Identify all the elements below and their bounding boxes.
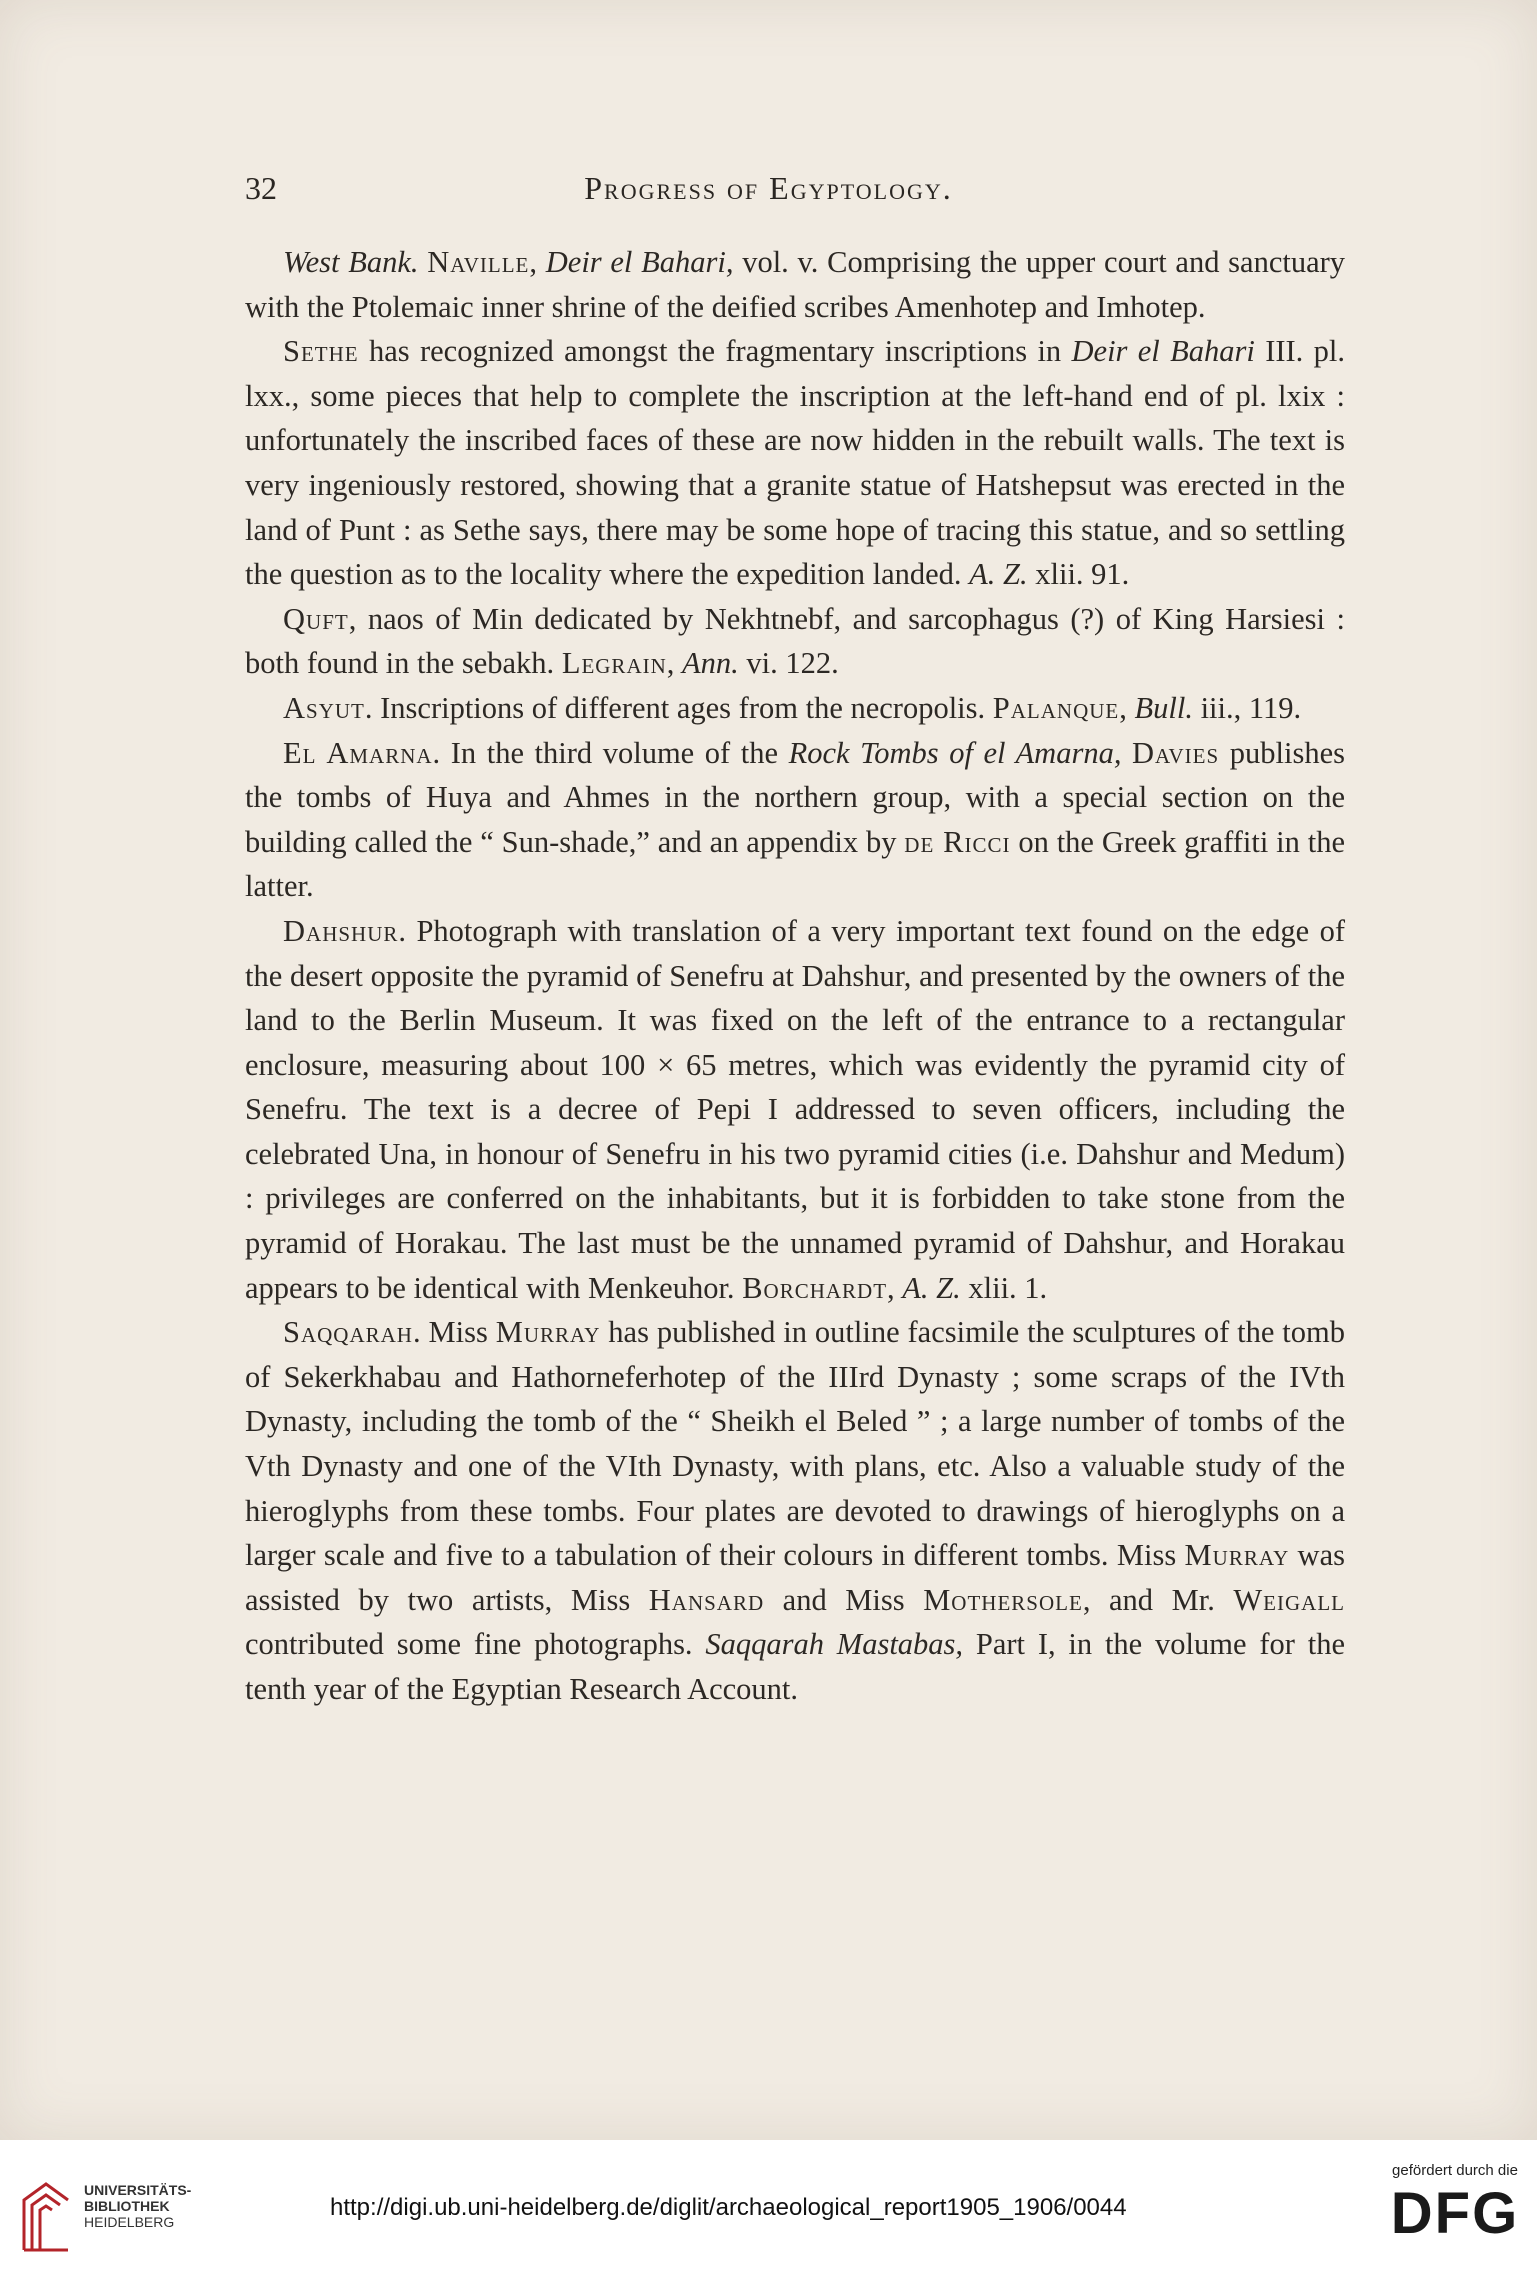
library-line-2: BIBLIOTHEK — [84, 2198, 170, 2214]
library-name — [84, 2182, 191, 2230]
text-run: xlii. 91. — [1027, 557, 1130, 592]
text-run: xlii. 1. — [960, 1270, 1048, 1305]
text-run: El Amarna — [283, 735, 433, 770]
text-run: III. pl. lxx., some pieces that help to complete the inscription at the left-hand end of pl. lxix : unfortunately the inscribed faces of these are now hidden in the rebuilt walls. The text is very ingeniously restored, showing that a granite statue of Hatshepsut was erected in the land of Punt : as Sethe says, there may be some hope of tracing this statue, and so settling the question as to the locality where the expedition landed. — [245, 334, 1345, 592]
text-run: Murray — [495, 1315, 601, 1350]
text-run: A. Z. — [902, 1270, 961, 1305]
library-logo[interactable] — [20, 2178, 192, 2258]
paragraph — [245, 686, 1345, 731]
text-run: Deir el Bahari — [1071, 334, 1255, 369]
footer-bar — [0, 2140, 1537, 2279]
text-run: , — [529, 245, 546, 279]
text-run: publishes the tombs of Huya and Ahmes in the northern group, with a special section on the building called the “ Sun-shade,” and an appendix by — [245, 735, 1345, 859]
dfg-logo: DFG — [1390, 2181, 1520, 2246]
text-run: , — [1119, 690, 1135, 725]
text-run: Legrain — [561, 646, 667, 681]
text-run: Deir el Bahari, — [545, 245, 734, 279]
text-run: Ann. — [682, 646, 739, 681]
text-run: Murray — [1184, 1538, 1290, 1573]
text-run: , and Mr. — [1082, 1582, 1234, 1617]
text-run: iii., 119. — [1192, 690, 1302, 725]
library-mark-icon — [20, 2178, 72, 2254]
text-run: Weigall — [1233, 1582, 1345, 1617]
paragraph — [245, 909, 1345, 1310]
text-run — [1121, 736, 1132, 770]
text-run: was assisted by two artists, Miss — [245, 1538, 1345, 1617]
text-run: Dahshur — [283, 913, 399, 948]
body-text — [245, 240, 1345, 1712]
permalink-url[interactable]: http://digi.ub.uni-heidelberg.de/diglit/archaeological_report1905_1906/0044 — [330, 2194, 1127, 2221]
text-run: contributed some fine photographs. — [245, 1627, 706, 1662]
text-run: . In the third volume of the — [432, 735, 789, 770]
text-run: Saqqarah Mastabas, — [705, 1627, 964, 1662]
text-run: Bull. — [1134, 690, 1193, 725]
text-run: Palanque — [992, 690, 1120, 725]
paragraph — [245, 731, 1345, 909]
text-run: has recognized amongst the fragmentary inscriptions in — [358, 334, 1072, 369]
page-number: 32 — [245, 170, 277, 206]
text-run: and Miss — [764, 1582, 924, 1617]
text-run: . Miss — [412, 1315, 496, 1350]
text-run: West Bank. — [283, 245, 419, 279]
text-run: . Inscriptions of different ages from the necropolis. — [364, 690, 993, 725]
funder-logo[interactable] — [1385, 2162, 1525, 2272]
text-run: Part I, in the volume for the tenth year of the Egyptian Research Account. — [245, 1627, 1345, 1706]
library-line-3: HEIDELBERG — [84, 2214, 175, 2230]
text-run: de Ricci — [904, 824, 1011, 859]
paragraph — [245, 329, 1345, 597]
text-run: Asyut — [283, 690, 365, 725]
text-run: has published in outline facsimile the sculptures of the tomb of Sekerkhabau and Hathorneferhotep of the IIIrd Dynasty ; some scraps of the IVth Dynasty, including the tomb of the “ Sheikh el Beled ” ; a large number of tombs of the Vth Dynasty and one of the VIth Dynasty, with plans, etc. Also a valuable study of the hieroglyphs from these tombs. Four plates are devoted to drawings of hieroglyphs on a larger scale and five to a tabulation of their colours in different tombs. Miss — [245, 1315, 1345, 1573]
text-run: vol. v. Comprising the upper court and sanctuary with the Ptolemaic inner shrine of the deified scribes Amenhotep and Imhotep. — [245, 245, 1346, 324]
text-run: Sethe — [283, 334, 359, 369]
text-run: , — [666, 646, 683, 681]
running-title: Progress of Egyptology. — [584, 170, 953, 206]
page-header — [0, 170, 1537, 210]
paragraph — [245, 1310, 1345, 1711]
text-run: A. Z. — [969, 557, 1028, 592]
text-run: , — [887, 1270, 903, 1305]
funder-caption: gefördert durch die — [1392, 2162, 1518, 2179]
text-run: Rock Tombs of el Amarna, — [788, 735, 1122, 770]
library-line-1: UNIVERSITÄTS- — [84, 2182, 192, 2198]
text-run: vi. 122. — [738, 646, 839, 681]
text-run: Davies — [1132, 735, 1220, 770]
text-run: Quft — [283, 601, 349, 636]
text-run: . Photograph with translation of a very important text found on the edge of the desert opposite the pyramid of Senefru at Dahshur, and presented by the owners of the land to the Berlin Museum. It was fixed on the left of the entrance to a rectangular enclosure, measuring about 100 × 65 metres, which was evidently the pyramid city of Senefru. The text is a decree of Pepi I addressed to seven officers, including the celebrated Una, in honour of Senefru in his two pyramid cities (i.e. Dahshur and Medum) : privileges are conferred on the inhabitants, but it is forbidden to take stone from the pyramid of Horakau. The last must be the unnamed pyramid of Dahshur, and Horakau appears to be identical with Menkeuhor. — [245, 913, 1345, 1305]
paragraph — [245, 240, 1345, 329]
text-run: Hansard — [648, 1582, 765, 1617]
text-run: Mothersole — [923, 1582, 1083, 1617]
text-run: on the Greek graffiti in the latter. — [245, 824, 1345, 904]
text-run: Saqqarah — [283, 1315, 413, 1350]
paragraph — [245, 597, 1345, 686]
text-run — [419, 245, 428, 279]
text-run: , naos of Min dedicated by Nekhtnebf, and sarcophagus (?) of King Harsiesi : both found in the sebakh. — [245, 601, 1345, 681]
text-run: Borchardt — [742, 1270, 888, 1305]
text-run: Naville — [427, 245, 530, 279]
